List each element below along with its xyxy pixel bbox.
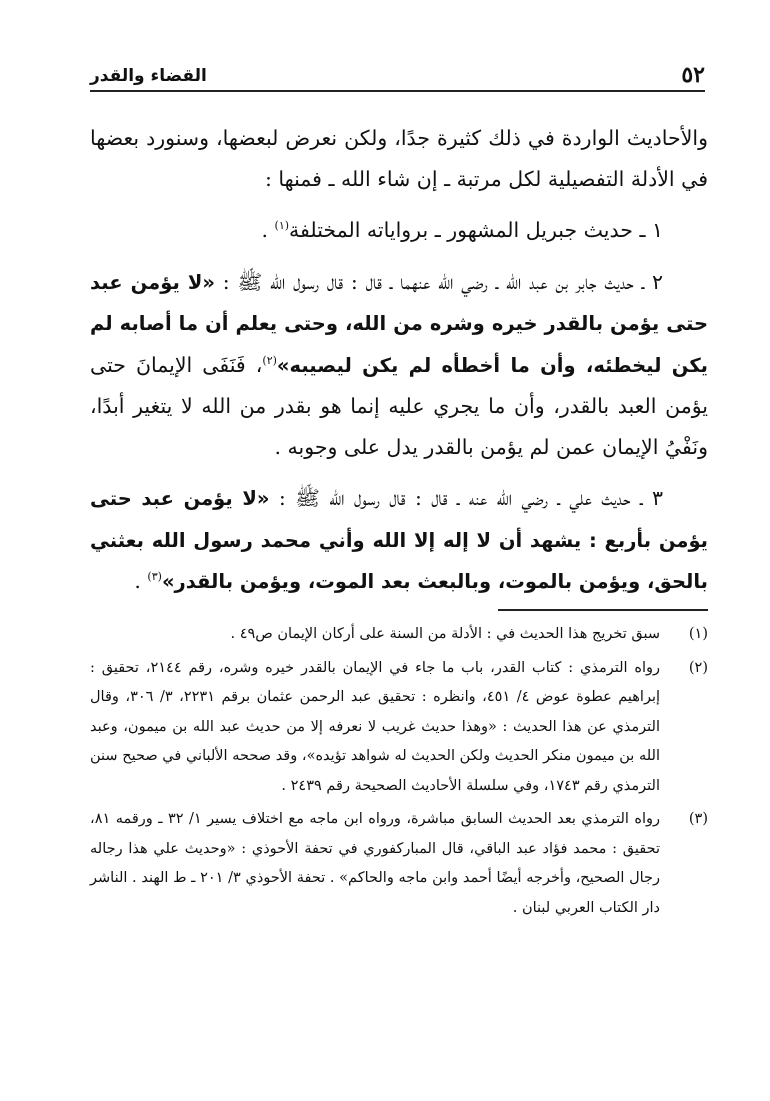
hadith-jabir-intro: ٢ ـ حديث جابر بن عبد الله ـ رضي الله عنهما ـ قال : قال رسول الله ﷺ :: [222, 269, 663, 294]
running-title: القضاء والقدر: [90, 66, 207, 86]
footnote-ref-3: (٣): [147, 570, 162, 584]
hadith-jibril-text: ١ ـ حديث جبريل المشهور ـ برواياته المختلفة: [289, 218, 663, 242]
footnote-number: (١): [688, 626, 708, 642]
paragraph-hadith-ali: [90, 478, 708, 603]
footnote-text: رواه الترمذي : كتاب القدر، باب ما جاء في الإيمان بالقدر خيره وشره، رقم ٢١٤٤، تحقيق : إبراهيم عطوة عوض ٤/ ٤٥١، وانظره : تحقيق عبد الرحمن عثمان برقم ٢٢٣١، ٣/ ٣٠٦، وقال الترمذي عن هذا الحديث : «وهذا حديث غريب لا نعرفه إلا من حديث عبد الله بن ميمون، وعبد الله بن ميمون منكر الحديث ولكن الحديث له شواهد تؤيده»، وقد صححه الألباني في صحيح سنن الترمذي رقم ١٧٤٣، وفي سلسلة الأحاديث الصحيحة رقم ٢٤٣٩ .: [90, 659, 661, 794]
footnote-number: (٢): [688, 659, 708, 676]
footnote-1: [90, 620, 708, 650]
footnote-separator: [498, 609, 708, 611]
hadith-jabir-quote: «لا يؤمن عبد حتى يؤمن بالقدر خيره وشره من الله، وحتى يعلم أن ما أصابه لم يكن ليخطئه، وأن ما أخطأه لم يكن ليصيبه»: [90, 270, 708, 377]
footnote-number: (٣): [688, 811, 708, 827]
hadith-ali-quote: «لا يؤمن عبد حتى يؤمن بأربع : يشهد أن لا إله إلا الله وأني محمد رسول الله بعثني بالحق، ويؤمن بالموت، وبالبعث بعد الموت، ويؤمن بالقدر»: [90, 487, 708, 593]
paragraph-hadith-jibril: [90, 210, 708, 251]
footnotes: [90, 620, 708, 927]
hadith-ali-end: .: [134, 569, 141, 593]
hadith-jibril-end: .: [261, 218, 268, 242]
footnote-3: [90, 805, 708, 923]
footnote-text: رواه الترمذي بعد الحديث السابق مباشرة، ورواه ابن ماجه مع اختلاف يسير ١/ ٣٢ ـ ورقمه ٨١، تحقيق : محمد فؤاد عبد الباقي، قال المباركفوري في تحفة الأحوذي : «وحديث علي هذا رجاله رجال الصحيح، وأخرجه أيضًا أحمد وابن ماجه والحاكم» . تحفة الأحوذي ٣/ ٢٠١ ـ ط الهند . الناشر دار الكتاب العربي لبنان .: [90, 811, 661, 916]
main-text: [90, 118, 708, 614]
footnote-ref-2: (٢): [262, 353, 277, 367]
paragraph-hadith-jabir: [90, 262, 708, 468]
footnote-text: سبق تخريج هذا الحديث في : الأدلة من السنة على أركان الإيمان ص٤٩ .: [230, 626, 660, 642]
hadith-jabir-commentary: ، فَنَفَى الإيمانَ حتى يؤمن العبد بالقدر، وأن ما يجري عليه إنما هو بقدر من الله لا يتغير أبدًا، ونَفْيُ الإيمان عمن لم يؤمن بالقدر يدل على وجوبه .: [90, 352, 708, 459]
page-header: [90, 60, 705, 92]
paragraph-intro: والأحاديث الواردة في ذلك كثيرة جدًا، ولكن نعرض لبعضها، وسنورد بعضها في الأدلة التفصيلية لكل مرتبة ـ إن شاء الله ـ فمنها :: [90, 126, 708, 191]
footnote-2: [90, 654, 708, 802]
footnote-ref-1: (١): [274, 219, 290, 233]
hadith-ali-intro: ٣ ـ حديث علي ـ رضي الله عنه ـ قال : قال رسول الله ﷺ :: [278, 486, 663, 510]
page-number: ٥٢: [681, 62, 705, 88]
